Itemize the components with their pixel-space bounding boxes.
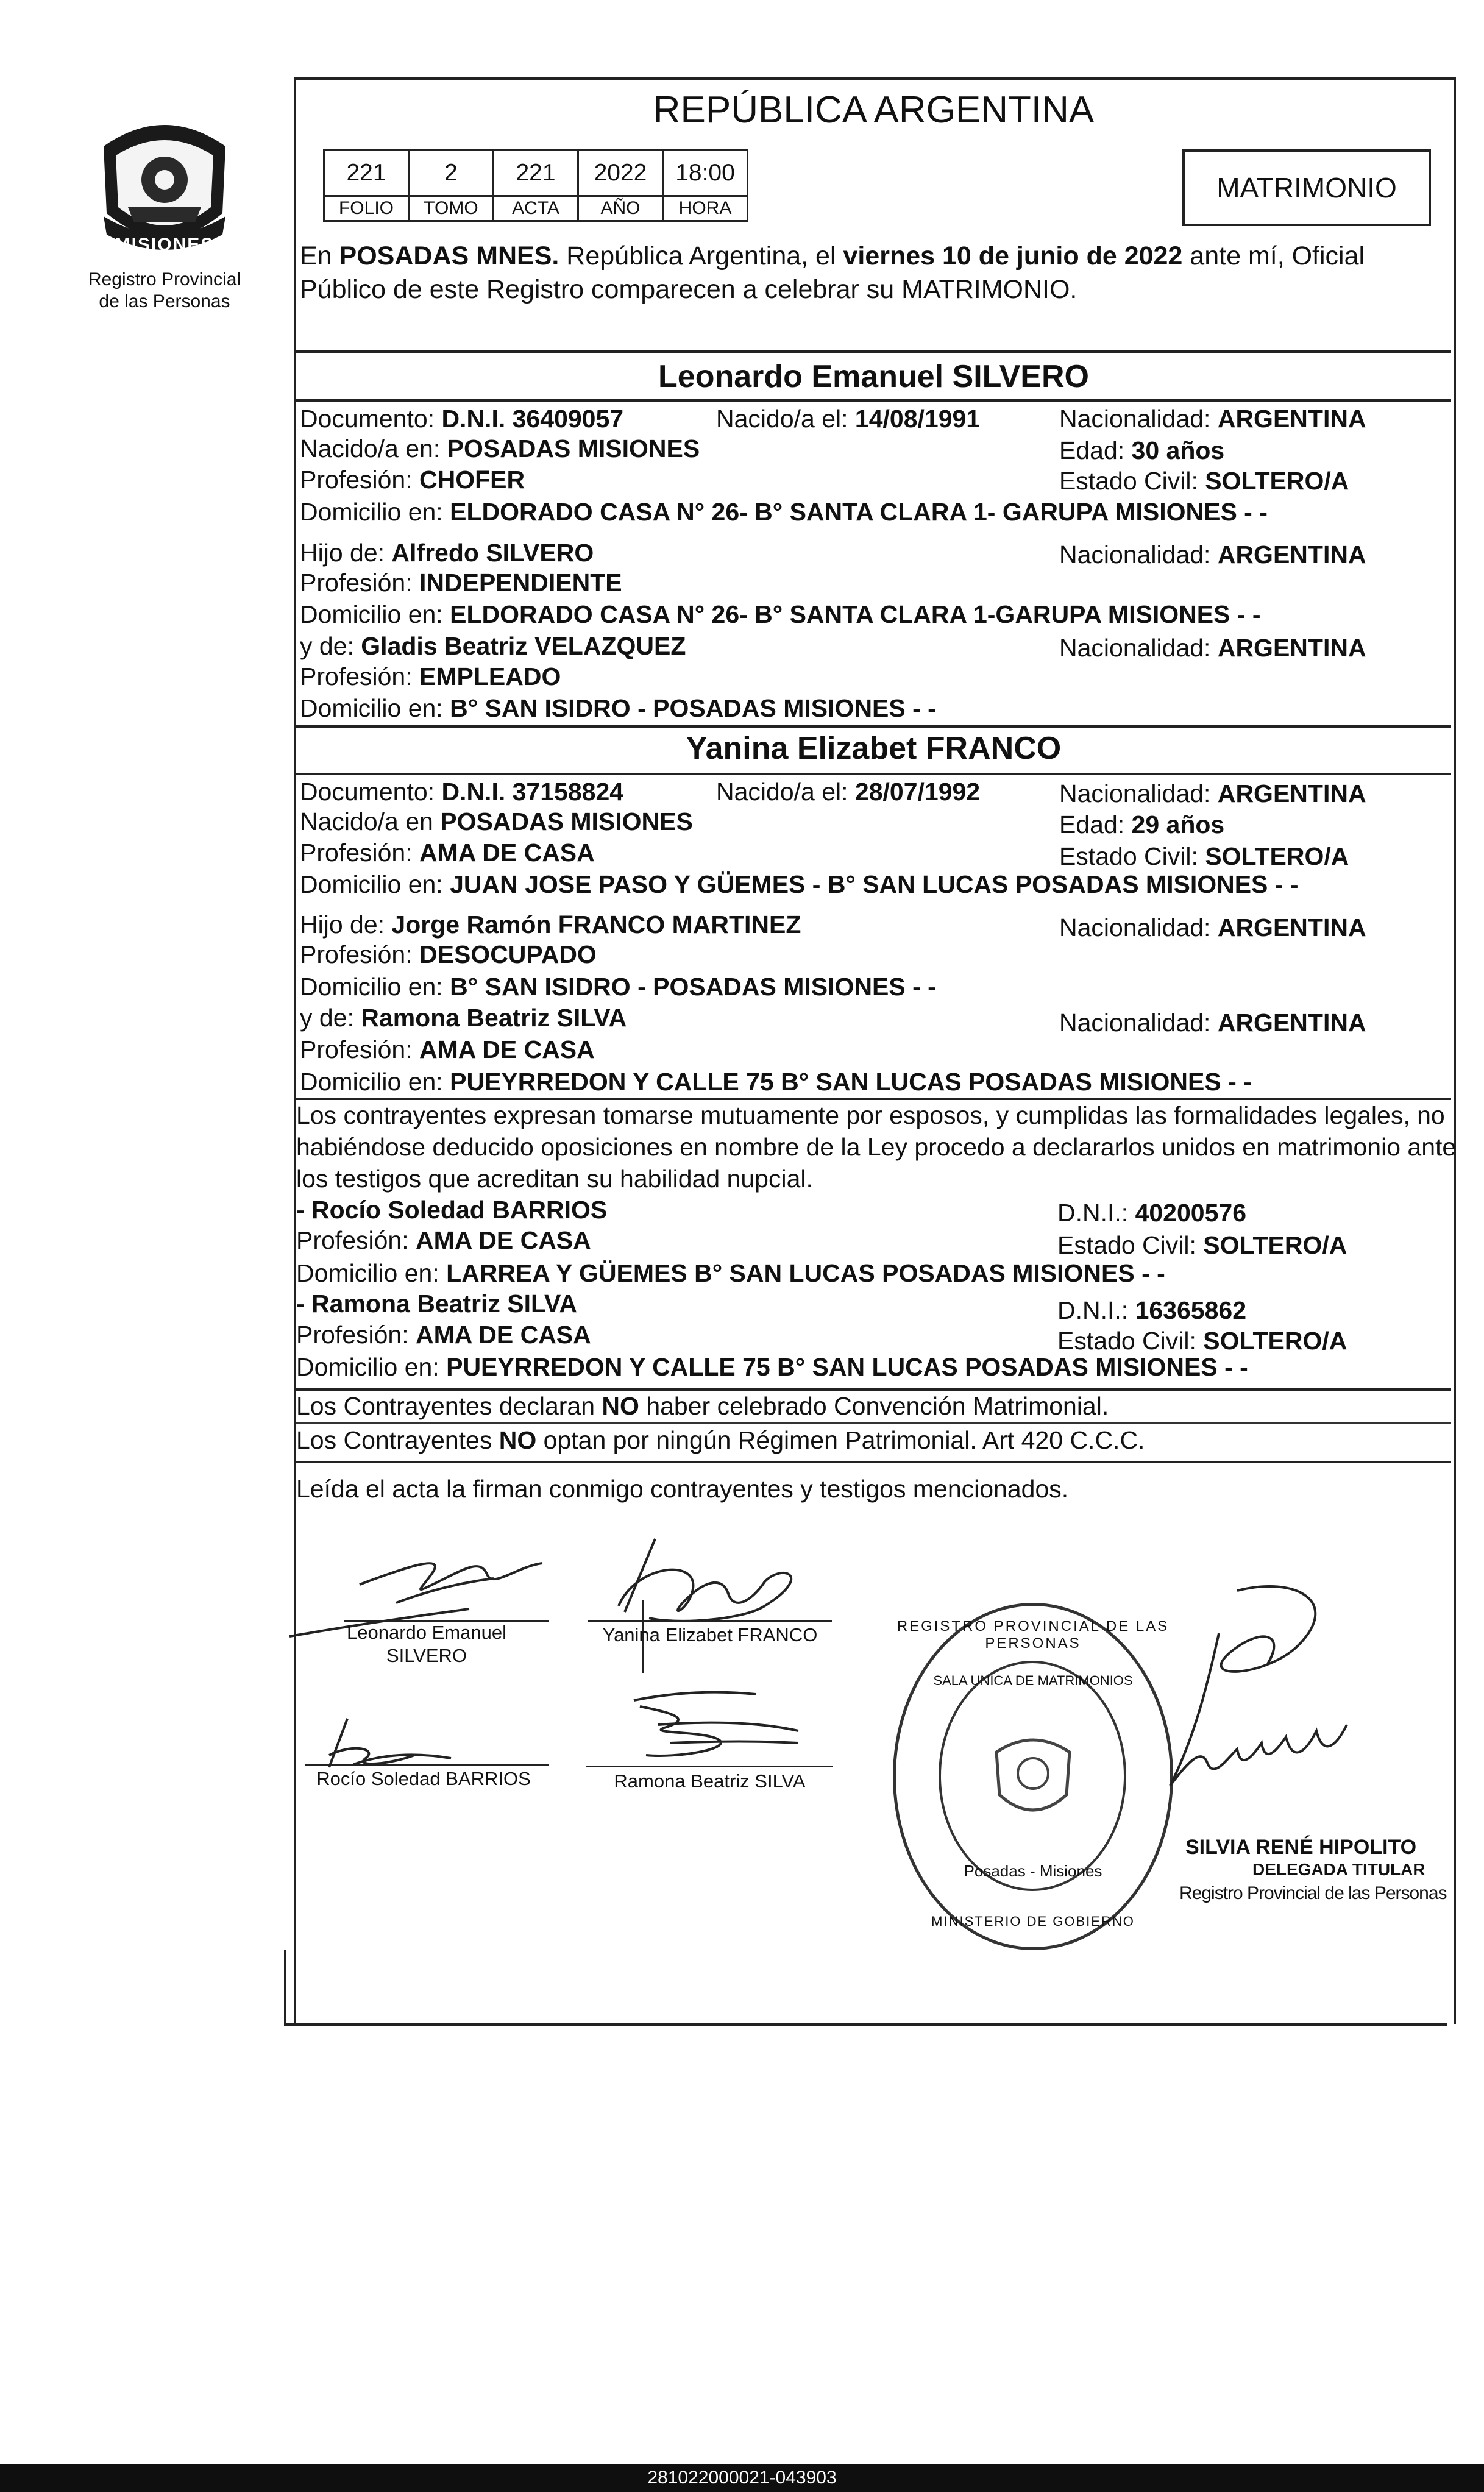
groom-birth-date: Nacido/a el: 14/08/1991 — [716, 405, 981, 433]
bride-father-nationality: Nacionalidad: ARGENTINA — [1059, 914, 1366, 942]
official-office: Registro Provincial de las Personas — [1179, 1883, 1447, 1903]
witness1-address: Domicilio en: LARREA Y GÜEMES B° SAN LUCAS POSADAS MISIONES - - — [296, 1259, 1165, 1287]
bride-father-profession: Profesión: DESOCUPADO — [300, 940, 597, 968]
witness2-profession: Profesión: AMA DE CASA — [296, 1321, 591, 1349]
witness2-name: - Ramona Beatriz SILVA — [296, 1290, 577, 1318]
groom-father-nationality: Nacionalidad: ARGENTINA — [1059, 541, 1366, 569]
hora-label: HORA — [663, 196, 748, 221]
divider — [296, 725, 1451, 728]
intro-line1 — [300, 241, 1365, 271]
groom-name: Leonardo Emanuel SILVERO — [658, 359, 1089, 394]
convention-line2: Los Contrayentes NO optan por ningún Régimen Patrimonial. Art 420 C.C.C. — [296, 1426, 1145, 1454]
declaration-line3: los testigos que acreditan su habilidad nupcial. — [296, 1165, 813, 1193]
groom-father: Hijo de: Alfredo SILVERO — [300, 539, 594, 567]
groom-nationality: Nacionalidad: ARGENTINA — [1059, 405, 1366, 433]
declaration-line1: Los contrayentes expresan tomarse mutuamente por esposos, y cumplidas las formalidades legales, no — [296, 1101, 1445, 1129]
hora-value: 18:00 — [663, 151, 748, 196]
intro-text-2: República Argentina, el — [559, 241, 843, 271]
witness1-signature-name: Rocío Soledad BARRIOS — [316, 1768, 531, 1789]
document-title: REPÚBLICA ARGENTINA — [653, 89, 1095, 131]
divider — [296, 399, 1451, 402]
tomo-label: TOMO — [409, 196, 494, 221]
groom-birthplace: Nacido/a en: POSADAS MISIONES — [300, 435, 700, 463]
bride-profession: Profesión: AMA DE CASA — [300, 839, 595, 867]
witness1-dni: D.N.I.: 40200576 — [1057, 1199, 1246, 1227]
seal-bottom-text: Posadas - Misiones — [964, 1862, 1102, 1880]
witness1-civil-status: Estado Civil: SOLTERO/A — [1057, 1231, 1347, 1259]
official-name: SILVIA RENÉ HIPOLITO — [1185, 1836, 1417, 1859]
witness1-name: - Rocío Soledad BARRIOS — [296, 1196, 608, 1224]
document-code: 281022000021-043903 — [647, 2468, 837, 2488]
divider — [296, 1422, 1451, 1424]
bride-signature-line — [588, 1620, 832, 1622]
bride-mother: y de: Ramona Beatriz SILVA — [300, 1004, 627, 1032]
witness1-profession: Profesión: AMA DE CASA — [296, 1226, 591, 1254]
bride-civil-status: Estado Civil: SOLTERO/A — [1059, 842, 1349, 870]
witness2-signature-line — [586, 1766, 833, 1767]
act-type: MATRIMONIO — [1216, 172, 1397, 204]
footer-bar — [0, 2464, 1484, 2492]
intro-date: viernes 10 de junio de 2022 — [843, 241, 1183, 271]
groom-address: Domicilio en: ELDORADO CASA N° 26- B° SANTA CLARA 1- GARUPA MISIONES - - — [300, 498, 1268, 526]
bride-nationality: Nacionalidad: ARGENTINA — [1059, 779, 1366, 808]
bride-father-address: Domicilio en: B° SAN ISIDRO - POSADAS MISIONES - - — [300, 973, 936, 1001]
witness2-signature-name: Ramona Beatriz SILVA — [614, 1770, 806, 1792]
divider — [296, 773, 1451, 775]
bride-birth-date: Nacido/a el: 28/07/1992 — [716, 778, 981, 806]
groom-mother: y de: Gladis Beatriz VELAZQUEZ — [300, 632, 686, 660]
groom-signature-name-line1: Leonardo Emanuel — [347, 1622, 506, 1643]
anio-label: AÑO — [578, 196, 663, 221]
seal-inner-text: SALA UNICA DE MATRIMONIOS — [933, 1673, 1133, 1688]
folio-label: FOLIO — [324, 196, 409, 221]
bride-mother-nationality: Nacionalidad: ARGENTINA — [1059, 1009, 1366, 1037]
declaration-line2: habiéndose deducido oposiciones en nombre de la Ley procedo a declararlos unidos en matrimonio ante — [296, 1133, 1457, 1161]
witness1-signature-line — [305, 1764, 549, 1766]
acta-label: ACTA — [494, 196, 578, 221]
bride-birthplace: Nacido/a en POSADAS MISIONES — [300, 808, 693, 836]
bride-signature-name: Yanina Elizabet FRANCO — [602, 1624, 818, 1645]
groom-mother-profession: Profesión: EMPLEADO — [300, 662, 561, 690]
bride-age: Edad: 29 años — [1059, 811, 1225, 839]
acta-value: 221 — [494, 151, 578, 196]
document-frame-bottom — [284, 1950, 1447, 2026]
official-signature-icon — [1085, 1578, 1463, 1865]
groom-document: Documento: D.N.I. 36409057 — [300, 405, 624, 433]
bride-address: Domicilio en: JUAN JOSE PASO Y GÜEMES - B° SAN LUCAS POSADAS MISIONES - - — [300, 870, 1299, 898]
logo-caption-line1: Registro Provincial — [88, 269, 241, 289]
divider — [296, 350, 1451, 353]
groom-father-address: Domicilio en: ELDORADO CASA N° 26- B° SANTA CLARA 1-GARUPA MISIONES - - — [300, 600, 1261, 628]
bride-father: Hijo de: Jorge Ramón FRANCO MARTINEZ — [300, 911, 801, 939]
bride-mother-address: Domicilio en: PUEYRREDON Y CALLE 75 B° SAN LUCAS POSADAS MISIONES - - — [300, 1068, 1252, 1096]
groom-mother-address: Domicilio en: B° SAN ISIDRO - POSADAS MISIONES - - — [300, 694, 936, 722]
bride-document: Documento: D.N.I. 37158824 — [300, 778, 624, 806]
bride-signature-icon — [582, 1527, 838, 1679]
witness2-signature-icon — [622, 1682, 817, 1767]
bride-mother-profession: Profesión: AMA DE CASA — [300, 1035, 595, 1063]
tomo-value: 2 — [409, 151, 494, 196]
divider — [296, 1461, 1451, 1463]
witness2-civil-status: Estado Civil: SOLTERO/A — [1057, 1327, 1347, 1355]
groom-signature-name-line2: SILVERO — [386, 1645, 467, 1666]
groom-civil-status: Estado Civil: SOLTERO/A — [1059, 467, 1349, 495]
closing-text: Leída el acta la firman conmigo contrayentes y testigos mencionados. — [296, 1475, 1069, 1503]
bride-name: Yanina Elizabet FRANCO — [686, 731, 1062, 766]
intro-place: POSADAS MNES. — [339, 241, 559, 271]
logo-arc-text: PROVINCIA DE — [116, 112, 213, 127]
groom-father-profession: Profesión: INDEPENDIENTE — [300, 569, 622, 597]
seal-ministry-text: MINISTERIO DE GOBIERNO — [931, 1914, 1135, 1929]
intro-text-1: En — [300, 241, 339, 271]
logo-band-text: MISIONES — [115, 235, 215, 255]
seal-emblem-icon — [984, 1728, 1082, 1825]
witness2-dni: D.N.I.: 16365862 — [1057, 1296, 1246, 1324]
witness2-address: Domicilio en: PUEYRREDON Y CALLE 75 B° SAN LUCAS POSADAS MISIONES - - — [296, 1353, 1248, 1381]
seal-outer-text: REGISTRO PROVINCIAL DE LAS PERSONAS — [896, 1618, 1170, 1652]
convention-line1: Los Contrayentes declaran NO haber celebrado Convención Matrimonial. — [296, 1392, 1109, 1420]
anio-value: 2022 — [578, 151, 663, 196]
registry-data-table — [323, 149, 748, 222]
groom-age: Edad: 30 años — [1059, 436, 1225, 464]
folio-value: 221 — [324, 151, 409, 196]
intro-line2: Público de este Registro comparecen a celebrar su MATRIMONIO. — [300, 275, 1077, 304]
intro-text-3: ante mí, Oficial — [1182, 241, 1365, 271]
act-type-box — [1182, 149, 1431, 226]
official-role: DELEGADA TITULAR — [1252, 1860, 1425, 1879]
groom-profession: Profesión: CHOFER — [300, 466, 525, 494]
groom-mother-nationality: Nacionalidad: ARGENTINA — [1059, 634, 1366, 662]
logo-caption-line2: de las Personas — [99, 291, 230, 311]
